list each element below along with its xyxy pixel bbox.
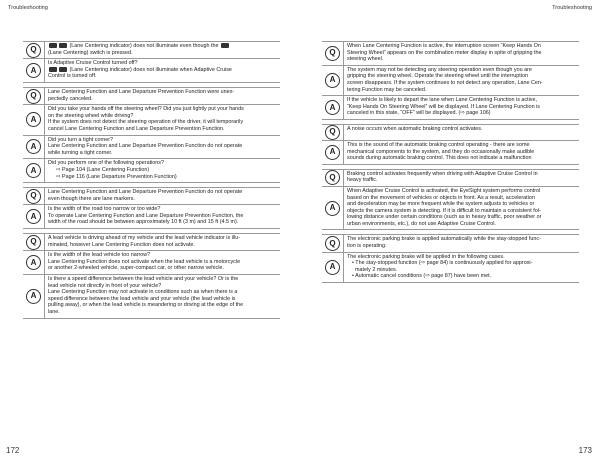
question-row: [23, 188, 280, 205]
qa-block: [23, 233, 280, 319]
answer-text: Is the width of the lead vehicle too narrow? Lane Centering Function does not activate when the lead vehicle is a motorcycle or another 2-wheeled vehicle, super-compact car, or other narrow vehicle.: [44, 251, 280, 274]
answer-badge: A: [325, 260, 340, 275]
answer-text: This is the sound of the automatic braking control operating - there are some mechanical components to the system, and they do occasionally make audible sounds during automatic braking control. This does not indicate a malfunction: [343, 141, 579, 164]
left-column: [23, 41, 280, 323]
answer-text: Is there a speed difference between the lead vehicle and your vehicle? Or is the lead vehicle not directly in front of your vehicle? Lane Centering Function may not activate in conditions such as when there is a speed difference between the lead vehicle and your vehicle (the lead vehicle is pulling away), or when the lead vehicle is meandering or driving at the edge of the lane.: [44, 275, 280, 318]
answer-row: [23, 159, 280, 183]
qa-block: [23, 87, 280, 183]
answer-row: [322, 253, 579, 283]
question-row: [322, 42, 579, 66]
answer-badge: A: [26, 139, 41, 154]
qa-block: [322, 169, 579, 231]
question-row: [322, 170, 579, 187]
lane-centering-indicator-icon: [59, 67, 67, 72]
page-number-right: 173: [578, 446, 592, 455]
lane-centering-indicator-icon: [49, 43, 57, 48]
answer-text: The electronic parking brake will be applied in the following cases. • The stay-stopped function (⇨ page 84) is continuously applied for approxi- mately 2 minutes. • Automatic cancel conditions (⇨ page 87) have been met.: [343, 253, 579, 282]
qa-block: [322, 234, 579, 283]
answer-badge: A: [325, 73, 340, 88]
question-badge: Q: [26, 89, 41, 104]
answer-row: [23, 136, 280, 160]
answer-badge: A: [26, 112, 41, 127]
page-header-right: Troubleshooting: [552, 5, 592, 11]
answer-text: Is the width of the road too narrow or too wide? To operate Lane Centering Function and Lane Departure Prevention Function, the width of the road should be between approximately 10 ft (3 m) and 15 ft (4.5 m).: [44, 205, 280, 228]
answer-text: Did you turn a tight corner? Lane Centering Function and Lane Departure Prevention Function do not operate while turning a tight corner.: [44, 136, 280, 159]
question-badge: Q: [325, 46, 340, 61]
answer-row: [23, 275, 280, 319]
qa-block: [322, 41, 579, 120]
answer-badge: A: [26, 209, 41, 224]
answer-row: [23, 105, 280, 135]
question-badge: Q: [325, 170, 340, 185]
question-text: (Lane Centering indicator) does not illuminate even though the (Lane Centering) switch is pressed.: [44, 42, 280, 58]
answer-row: [23, 59, 280, 83]
answer-badge: A: [325, 201, 340, 216]
answer-row: [322, 141, 579, 165]
page-header-left: Troubleshooting: [8, 5, 48, 11]
answer-badge: A: [325, 100, 340, 115]
question-text: When Lane Centering Function is active, the interruption screen “Keep Hands On Steering Wheel” appears on the combination meter display in spite of gripping the steering wheel.: [343, 42, 579, 65]
answer-row: [322, 187, 579, 231]
question-row: [322, 235, 579, 252]
page-number-left: 172: [6, 446, 20, 455]
answer-text: Is Adaptive Cruise Control turned off? (Lane Centering indicator) does not illuminate when Adaptive Cruise Control is turned off.: [44, 59, 280, 82]
question-text: A lead vehicle is driving ahead of my vehicle and the lead vehicle indicator is illu- minated, however Lane Centering Function does not activate.: [44, 234, 280, 250]
question-badge: Q: [325, 236, 340, 251]
qa-block: [23, 187, 280, 229]
question-row: [23, 234, 280, 251]
answer-badge: A: [26, 163, 41, 178]
page-reference-link[interactable]: • The stay-stopped function (⇨ page 84) is continuously applied for approxi-: [352, 260, 533, 267]
question-badge: Q: [26, 43, 41, 58]
question-badge: Q: [26, 189, 41, 204]
lane-centering-indicator-icon: [59, 43, 67, 48]
answer-badge: A: [325, 145, 340, 160]
answer-text: If the vehicle is likely to depart the lane when Lane Centering Function is active, “Keep Hands On Steering Wheel” will be displayed. If Lane Centering Function is canceled in this state, “OFF” will be displayed. (⇨ page 106): [343, 96, 579, 119]
answer-badge: A: [26, 63, 41, 78]
question-text: Lane Centering Function and Lane Departure Prevention Function do not operate even though there are lane markers.: [44, 188, 280, 204]
qa-block: [322, 124, 579, 165]
question-text: Braking control activates frequently when driving with Adaptive Cruise Control in heavy traffic.: [343, 170, 579, 186]
answer-badge: A: [26, 289, 41, 304]
question-text: Lane Centering Function and Lane Departure Prevention Function were unex- pectedly canceled.: [44, 88, 280, 104]
answer-text: Did you perform one of the following operations? ⇨ Page 104 (Lane Centering Function) ⇨ Page 116 (Lane Departure Prevention Function): [44, 159, 280, 182]
question-row: [322, 125, 579, 141]
page-reference-link[interactable]: ⇨ Page 104 (Lane Centering Function): [56, 166, 150, 173]
answer-text: Did you take your hands off the steering wheel? Did you just lightly put your hands on the steering wheel while driving? If the system does not detect the steering operation of the driver, it will temporarily cancel Lane Centering Function and Lane Departure Prevention Function.: [44, 105, 280, 134]
lane-centering-indicator-icon: [49, 67, 57, 72]
answer-badge: A: [26, 255, 41, 270]
right-column: [322, 41, 579, 287]
answer-row: [23, 251, 280, 275]
page-reference-link[interactable]: ⇨ Page 116 (Lane Departure Prevention Function): [56, 173, 177, 180]
page-reference-link[interactable]: • Automatic cancel conditions (⇨ page 87) have been met.: [352, 273, 492, 280]
steering-switch-icon: [221, 43, 229, 48]
qa-block: [23, 41, 280, 83]
answer-row: [322, 66, 579, 96]
answer-text: The system may not be detecting any steering operation even though you are gripping the steering wheel. Operate the steering wheel until the interruption screen disappears. If the system continues to not detect any operation, Lane Cen- tering Function may be canceled.: [343, 66, 579, 95]
question-row: [23, 42, 280, 59]
question-text: The electronic parking brake is applied automatically while the stay-stopped func- tion is operating.: [343, 235, 579, 251]
question-text: A noise occurs when automatic braking control activates.: [343, 125, 579, 140]
question-row: [23, 88, 280, 105]
question-badge: Q: [26, 235, 41, 250]
question-badge: Q: [325, 125, 340, 140]
answer-row: [322, 96, 579, 120]
answer-row: [23, 205, 280, 229]
answer-text: When Adaptive Cruise Control is activated, the EyeSight system performs control based on the movement of vehicles or objects in front. As a result, acceleration and deceleration may be more frequent while the system adjusts to vehicles or objects the camera system is detecting. If it is difficult to maintain a consistent fol- lowing distance under certain conditions (such as in heavy traffic, poor weather or urban environments, etc.), do not use Adaptive Cruise Control.: [343, 187, 579, 230]
